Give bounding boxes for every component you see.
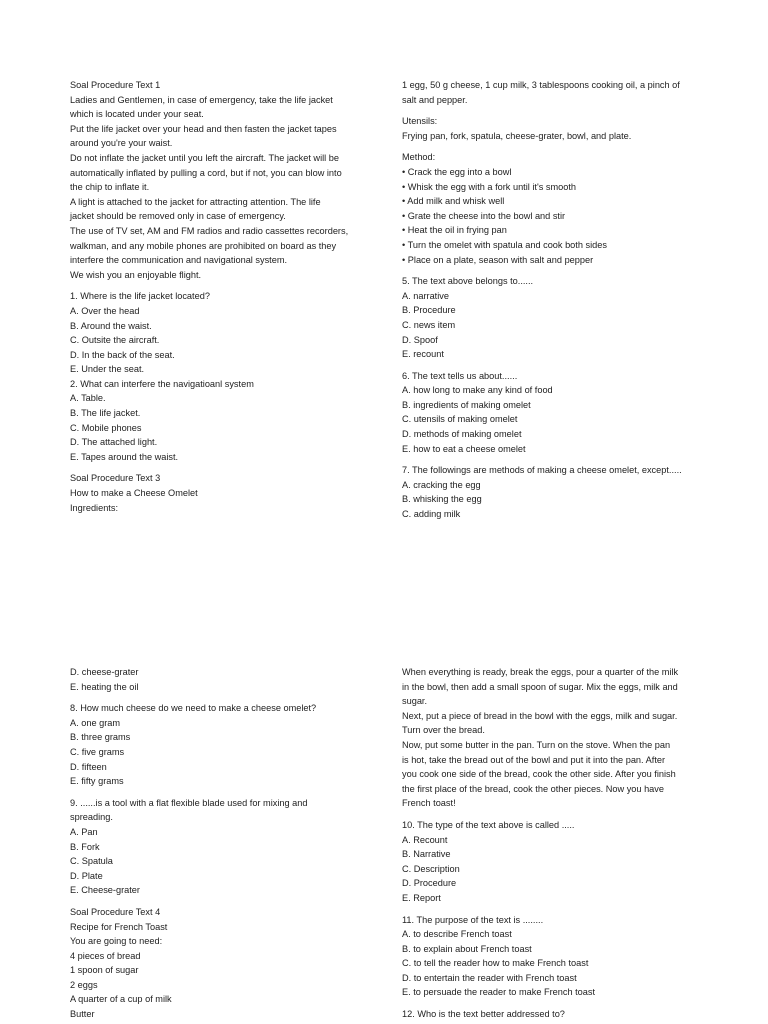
text-line: C. five grams	[70, 746, 125, 757]
text-line: B. Fork	[70, 841, 100, 852]
text-line: D. In the back of the seat.	[70, 349, 175, 360]
paragraph-gap	[402, 456, 732, 463]
text-line: B. ingredients of making omelet	[402, 399, 531, 410]
paragraph-gap	[402, 362, 732, 369]
text-line: automatically inflated by pulling a cord, but if not, you can blow into	[70, 167, 342, 178]
text-line: E. how to eat a cheese omelet	[402, 443, 526, 454]
text-line: D. Plate	[70, 870, 103, 881]
text-line: • Grate the cheese into the bowl and stir	[402, 210, 566, 221]
text-line: the first place of the bread, cook the other pieces. Now you have	[402, 783, 664, 794]
text-line: 11. The purpose of the text is ........	[402, 914, 544, 925]
text-line: C. adding milk	[402, 509, 461, 520]
text-line: 6. The text tells us about......	[402, 370, 518, 381]
text-line: Method:	[402, 152, 436, 163]
text-line: Soal Procedure Text 3	[70, 473, 161, 484]
text-line: which is located under your seat.	[70, 109, 204, 120]
text-line: A. to describe French toast	[402, 929, 512, 940]
text-line: 5. The text above belongs to......	[402, 276, 534, 287]
text-line: E. Report	[402, 892, 441, 903]
text-line: 1 egg, 50 g cheese, 1 cup milk, 3 tablespoons cooking oil, a pinch of	[402, 80, 680, 90]
paragraph-gap	[402, 1000, 732, 1007]
text-line: D. methods of making omelet	[402, 429, 522, 440]
text-line: B. three grams	[70, 732, 131, 743]
text-line: C. news item	[402, 319, 456, 330]
text-line: Turn over the bread.	[402, 725, 485, 736]
text-line: in the bowl, then add a small spoon of sugar. Mix the eggs, milk and	[402, 681, 678, 692]
text-line: walkman, and any mobile phones are prohibited on board as they	[70, 240, 337, 251]
text-line: sugar.	[402, 696, 428, 707]
text-line: 4 pieces of bread	[70, 950, 141, 961]
text-line: Frying pan, fork, spatula, cheese-grater, bowl, and plate.	[402, 130, 632, 141]
text-line: B. to explain about French toast	[402, 943, 532, 954]
text-line: A. Pan	[70, 826, 98, 837]
text-line: is hot, take the bread out of the bowl and put it into the pan. After	[402, 754, 666, 765]
paragraph-gap	[402, 107, 732, 114]
text-line: 12. Who is the text better addressed to?	[402, 1009, 565, 1020]
text-line: B. Procedure	[402, 305, 456, 316]
text-line: Utensils:	[402, 116, 438, 127]
text-line: 1. Where is the life jacket located?	[70, 291, 210, 302]
paragraph-gap	[70, 694, 400, 701]
paragraph-gap	[402, 267, 732, 274]
text-line: Ladies and Gentlemen, in case of emergency, take the life jacket	[70, 94, 333, 105]
text-line: spreading.	[70, 812, 113, 823]
text-line: salt and pepper.	[402, 94, 468, 105]
text-line: you cook one side of the bread, cook the other side. After you finish	[402, 769, 676, 780]
text-line: 2. What can interfere the navigatioanl system	[70, 378, 254, 389]
text-line: C. to tell the reader how to make French toast	[402, 958, 589, 969]
text-line: E. Cheese-grater	[70, 885, 140, 896]
paragraph-gap	[70, 789, 400, 796]
text-line: A quarter of a cup of milk	[70, 994, 172, 1005]
paragraph-gap	[70, 282, 400, 289]
text-line: 2 eggs	[70, 979, 98, 990]
text-line: How to make a Cheese Omelet	[70, 488, 198, 499]
text-line: interfere the communication and navigational system.	[70, 255, 288, 266]
text-line: B. Around the waist.	[70, 320, 152, 331]
top-left-column	[70, 78, 400, 515]
text-line: • Whisk the egg with a fork until it's smooth	[402, 181, 576, 192]
text-line: E. to persuade the reader to make French toast	[402, 987, 596, 998]
text-line: C. Description	[402, 863, 460, 874]
text-line: Soal Procedure Text 4	[70, 906, 161, 917]
text-line: E. Under the seat.	[70, 364, 145, 375]
text-line: D. Spoof	[402, 334, 438, 345]
text-line: E. fifty grams	[70, 776, 124, 787]
text-line: D. to entertain the reader with French toast	[402, 972, 577, 983]
text-line: the chip to inflate it.	[70, 182, 150, 193]
paragraph-gap	[70, 898, 400, 905]
text-line: You are going to need:	[70, 936, 163, 947]
text-line: A. how long to make any kind of food	[402, 385, 553, 396]
text-line: C. Spatula	[70, 856, 113, 867]
text-line: D. fifteen	[70, 761, 107, 772]
text-line: • Crack the egg into a bowl	[402, 166, 512, 177]
text-line: B. The life jacket.	[70, 408, 141, 419]
text-line: C. Outsite the aircraft.	[70, 335, 160, 346]
text-line: D. cheese-grater	[70, 667, 139, 677]
top-right-column	[402, 78, 732, 522]
text-line: Now, put some butter in the pan. Turn on the stove. When the pan	[402, 739, 671, 750]
text-line: Soal Procedure Text 1	[70, 80, 161, 90]
text-line: D. Procedure	[402, 878, 457, 889]
text-line: Put the life jacket over your head and then fasten the jacket tapes	[70, 123, 337, 134]
text-line: A. Table.	[70, 393, 106, 404]
text-line: Next, put a piece of bread in the bowl with the eggs, milk and sugar.	[402, 710, 678, 721]
text-line: E. recount	[402, 349, 444, 360]
text-line: A. narrative	[402, 290, 449, 301]
text-line: When everything is ready, break the eggs, pour a quarter of the milk	[402, 667, 679, 677]
text-line: Do not inflate the jacket until you left the aircraft. The jacket will be	[70, 152, 339, 163]
text-line: E. heating the oil	[70, 681, 139, 692]
text-line: 7. The followings are methods of making a cheese omelet, except.....	[402, 465, 682, 476]
text-line: A light is attached to the jacket for attracting attention. The life	[70, 196, 321, 207]
text-line: jacket should be removed only in case of emergency.	[70, 211, 286, 222]
text-line: A. cracking the egg	[402, 479, 481, 490]
text-line: C. utensils of making omelet	[402, 414, 518, 425]
text-line: E. Tapes around the waist.	[70, 451, 179, 462]
text-line: We wish you an enjoyable flight.	[70, 269, 202, 280]
paragraph-gap	[70, 464, 400, 471]
text-line: Ingredients:	[70, 502, 119, 513]
text-line: • Turn the omelet with spatula and cook both sides	[402, 239, 607, 250]
text-line: B. whisking the egg	[402, 494, 482, 505]
text-line: A. one gram	[70, 717, 121, 728]
text-line: 8. How much cheese do we need to make a cheese omelet?	[70, 703, 317, 714]
text-line: D. The attached light.	[70, 437, 158, 448]
text-line: 1 spoon of sugar	[70, 965, 139, 976]
text-line: 9. ......is a tool with a flat flexible blade used for mixing and	[70, 797, 308, 808]
text-line: around you're your waist.	[70, 138, 173, 149]
bottom-right-column	[402, 665, 732, 1022]
text-line: Butter	[70, 1009, 95, 1020]
text-line: The use of TV set, AM and FM radios and radio cassettes recorders,	[70, 225, 349, 236]
paragraph-gap	[402, 811, 732, 818]
text-line: B. Narrative	[402, 849, 451, 860]
text-line: • Heat the oil in frying pan	[402, 225, 507, 236]
text-line: 10. The type of the text above is called .....	[402, 819, 575, 830]
text-line: A. Recount	[402, 834, 448, 845]
bottom-left-column	[70, 665, 400, 1022]
text-line: Recipe for French Toast	[70, 921, 168, 932]
text-line: • Place on a plate, season with salt and pepper	[402, 254, 594, 265]
text-line: • Add milk and whisk well	[402, 196, 505, 207]
paragraph-gap	[402, 143, 732, 150]
text-line: C. Mobile phones	[70, 422, 142, 433]
text-line: A. Over the head	[70, 305, 140, 316]
paragraph-gap	[402, 906, 732, 913]
text-line: French toast!	[402, 798, 456, 809]
